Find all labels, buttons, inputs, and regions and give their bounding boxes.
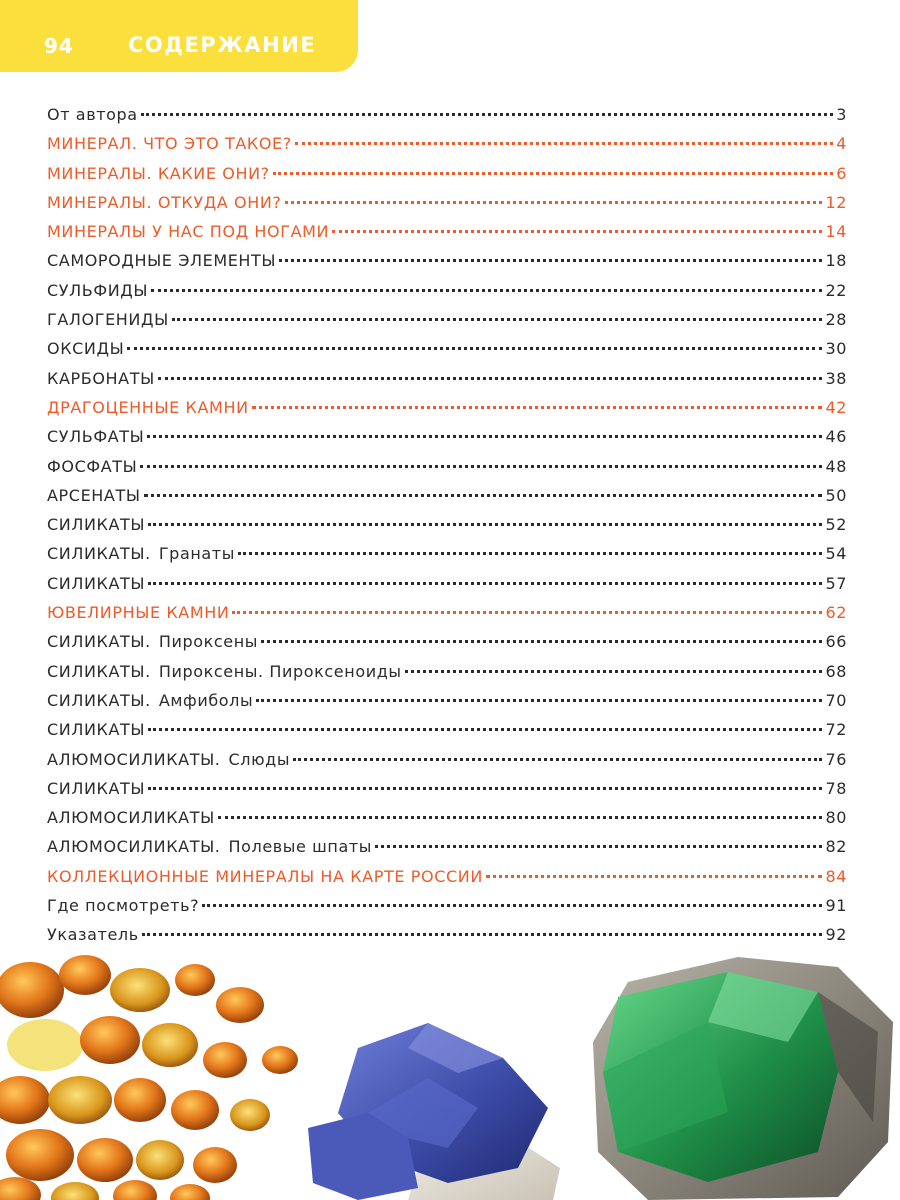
toc-entry-page-number: 28 <box>825 310 847 330</box>
toc-dot-leader <box>256 699 822 702</box>
toc-entry-page-number: 14 <box>825 222 847 242</box>
toc-entry-title: МИНЕРАЛЫ. КАКИЕ ОНИ? <box>47 163 270 183</box>
toc-entry-page-number: 50 <box>825 485 847 505</box>
toc-entry <box>47 510 847 539</box>
toc-entry <box>47 452 847 481</box>
toc-dot-leader <box>375 845 822 848</box>
toc-entry-title: СИЛИКАТЫ. <box>47 661 151 681</box>
toc-entry-page-number: 78 <box>825 778 847 798</box>
toc-entry-page-number: 91 <box>825 896 847 916</box>
emerald-crystal-image <box>588 952 900 1200</box>
toc-entry-page-number: 3 <box>836 105 847 124</box>
toc-entry <box>47 745 847 774</box>
toc-dot-leader <box>293 758 822 761</box>
toc-dot-leader <box>148 523 822 526</box>
toc-entry <box>47 920 847 949</box>
toc-entry-subtitle: Пироксены <box>158 632 259 652</box>
toc-entry-title: ЮВЕЛИРНЫЕ КАМНИ <box>47 603 230 623</box>
toc-dot-leader <box>151 289 822 292</box>
toc-entry-title: СИЛИКАТЫ <box>47 720 146 740</box>
toc-entry-title: АЛЮМОСИЛИКАТЫ. <box>47 749 221 769</box>
toc-entry-page-number: 4 <box>836 134 847 154</box>
toc-entry-subtitle: Амфиболы <box>158 690 254 710</box>
toc-entry <box>47 276 847 305</box>
toc-dot-leader <box>202 904 822 907</box>
toc-entry-page-number: 80 <box>825 808 847 828</box>
toc-dot-leader <box>158 377 823 380</box>
toc-entry-page-number: 52 <box>825 515 847 535</box>
toc-entry-title: МИНЕРАЛ. ЧТО ЭТО ТАКОЕ? <box>47 134 292 154</box>
lazurite-crystal-image <box>298 1018 568 1200</box>
toc-dot-leader <box>148 582 822 585</box>
toc-entry-title: СИЛИКАТЫ <box>47 573 146 593</box>
toc-entry-page-number: 42 <box>825 397 847 417</box>
toc-dot-leader <box>232 611 822 614</box>
toc-entry <box>47 159 847 188</box>
toc-entry <box>47 129 847 158</box>
toc-entry-title: СИЛИКАТЫ <box>47 515 146 535</box>
toc-entry <box>47 774 847 803</box>
toc-entry-title: СУЛЬФАТЫ <box>47 427 145 447</box>
toc-entry <box>47 627 847 656</box>
toc-dot-leader <box>332 230 822 233</box>
toc-entry-title: ДРАГОЦЕННЫЕ КАМНИ <box>47 397 249 417</box>
toc-entry <box>47 657 847 686</box>
toc-dot-leader <box>127 347 822 350</box>
toc-entry-title: Где посмотреть? <box>47 896 200 916</box>
toc-entry <box>47 862 847 891</box>
toc-entry-title: ГАЛОГЕНИДЫ <box>47 310 169 330</box>
toc-entry-page-number: 62 <box>825 603 847 623</box>
toc-dot-leader <box>140 465 822 468</box>
toc-dot-leader <box>144 494 823 497</box>
toc-entry-page-number: 46 <box>825 427 847 447</box>
toc-entry-title: КОЛЛЕКЦИОННЫЕ МИНЕРАЛЫ НА КАРТЕ РОССИИ <box>47 866 483 886</box>
toc-entry <box>47 686 847 715</box>
toc-entry-title: АРСЕНАТЫ <box>47 485 141 505</box>
toc-dot-leader <box>238 552 822 555</box>
toc-entry <box>47 305 847 334</box>
toc-entry-title: СИЛИКАТЫ. <box>47 632 151 652</box>
toc-entry-title: МИНЕРАЛЫ У НАС ПОД НОГАМИ <box>47 222 330 242</box>
toc-entry <box>47 364 847 393</box>
toc-entry <box>47 832 847 861</box>
toc-entry <box>47 891 847 920</box>
toc-entry-page-number: 68 <box>825 661 847 681</box>
toc-entry-page-number: 54 <box>825 544 847 564</box>
toc-entry <box>47 598 847 627</box>
toc-entry-page-number: 18 <box>825 251 847 271</box>
toc-dot-leader <box>285 201 823 204</box>
toc-entry-title: ФОСФАТЫ <box>47 456 138 476</box>
toc-entry-title: СУЛЬФИДЫ <box>47 280 149 300</box>
toc-entry-page-number: 72 <box>825 720 847 740</box>
toc-dot-leader <box>148 728 822 731</box>
toc-entry <box>47 217 847 246</box>
toc-entry-page-number: 66 <box>825 632 847 652</box>
page-header <box>0 0 358 72</box>
toc-entry-page-number: 48 <box>825 456 847 476</box>
toc-entry-title: АЛЮМОСИЛИКАТЫ <box>47 808 215 828</box>
toc-entry <box>47 422 847 451</box>
toc-entry <box>47 188 847 217</box>
toc-entry <box>47 246 847 275</box>
table-of-contents <box>47 100 847 950</box>
toc-entry-page-number: 22 <box>825 280 847 300</box>
toc-entry-title: СИЛИКАТЫ. <box>47 690 151 710</box>
toc-entry-subtitle: Пироксены. Пироксеноиды <box>158 661 402 681</box>
toc-entry <box>47 100 847 129</box>
toc-entry-title: СИЛИКАТЫ <box>47 778 146 798</box>
toc-entry-page-number: 30 <box>825 339 847 359</box>
toc-entry-title: МИНЕРАЛЫ. ОТКУДА ОНИ? <box>47 192 282 212</box>
toc-entry-page-number: 70 <box>825 690 847 710</box>
toc-entry-page-number: 12 <box>825 192 847 212</box>
toc-entry-page-number: 57 <box>825 573 847 593</box>
toc-entry <box>47 803 847 832</box>
toc-entry <box>47 715 847 744</box>
toc-dot-leader <box>141 113 834 116</box>
toc-entry-page-number: 84 <box>825 866 847 886</box>
toc-dot-leader <box>172 318 823 321</box>
toc-dot-leader <box>295 142 833 145</box>
toc-entry <box>47 393 847 422</box>
toc-entry-page-number: 38 <box>825 368 847 388</box>
toc-entry-title: СИЛИКАТЫ. <box>47 544 151 564</box>
toc-entry <box>47 569 847 598</box>
toc-entry <box>47 539 847 568</box>
toc-entry-subtitle: Гранаты <box>158 544 235 564</box>
toc-dot-leader <box>147 435 822 438</box>
toc-dot-leader <box>486 875 823 878</box>
toc-dot-leader <box>273 172 833 175</box>
toc-dot-leader <box>279 259 822 262</box>
toc-dot-leader <box>142 933 823 936</box>
toc-entry-title: От автора <box>47 105 138 124</box>
toc-entry-title: САМОРОДНЫЕ ЭЛЕМЕНТЫ <box>47 251 277 271</box>
toc-dot-leader <box>405 670 823 673</box>
toc-entry-page-number: 82 <box>825 837 847 857</box>
toc-entry-page-number: 76 <box>825 749 847 769</box>
toc-entry-subtitle: Слюды <box>228 749 291 769</box>
toc-entry-page-number: 92 <box>825 925 847 945</box>
page-number: 94 <box>44 34 74 58</box>
toc-entry-title: ОКСИДЫ <box>47 339 125 359</box>
toc-entry-title: Указатель <box>47 925 139 945</box>
toc-entry-subtitle: Полевые шпаты <box>228 837 373 857</box>
toc-entry <box>47 334 847 363</box>
toc-entry-title: АЛЮМОСИЛИКАТЫ. <box>47 837 221 857</box>
toc-entry-title: КАРБОНАТЫ <box>47 368 155 388</box>
amber-pebbles-image <box>0 950 330 1200</box>
page-title: СОДЕРЖАНИЕ <box>128 33 317 57</box>
toc-entry-page-number: 6 <box>836 163 847 183</box>
toc-dot-leader <box>218 816 823 819</box>
toc-dot-leader <box>148 787 822 790</box>
toc-dot-leader <box>252 406 823 409</box>
toc-dot-leader <box>261 640 822 643</box>
toc-entry <box>47 481 847 510</box>
